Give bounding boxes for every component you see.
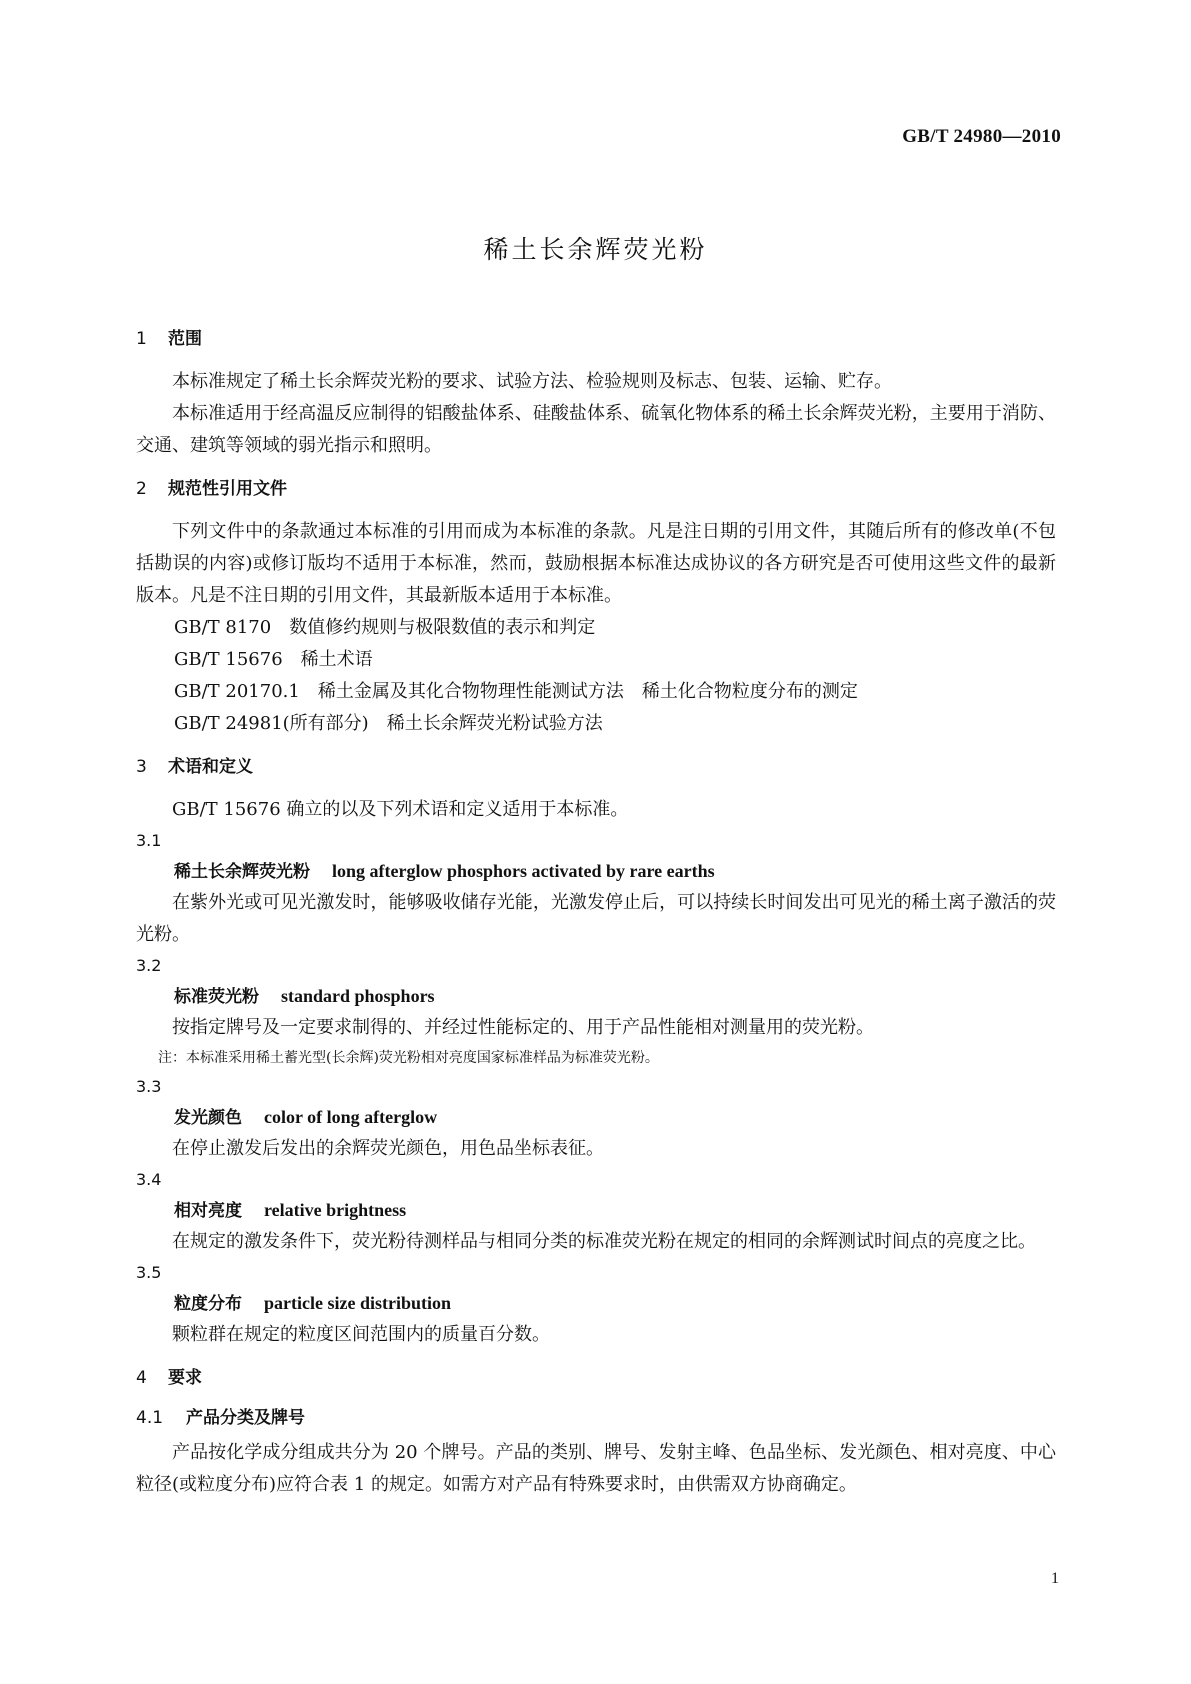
term-heading: [136, 856, 1056, 887]
standard-code: GB/T 24980—2010: [902, 126, 1061, 147]
reference-item: [136, 644, 1056, 676]
page-number: 1: [1051, 1570, 1059, 1587]
section-number: 3: [136, 757, 147, 777]
reference-title: 稀土术语: [300, 649, 373, 670]
section-number: 1: [136, 329, 147, 349]
term-definition: 按指定牌号及一定要求制得的、并经过性能标定的、用于产品性能相对测量用的荧光粉。: [172, 1017, 874, 1038]
reference-code: GB/T 24981(所有部分): [174, 713, 369, 734]
term-heading: [136, 1288, 1056, 1319]
term-zh: 发光颜色: [174, 1108, 242, 1128]
term-heading: [136, 1195, 1056, 1226]
section-4-heading: [136, 1365, 1056, 1391]
paragraph: 下列文件中的条款通过本标准的引用而成为本标准的条款。凡是注日期的引用文件，其随后所有的修改单(不包括勘误的内容)或修订版均不适用于本标准，然而，鼓励根据本标准达成协议的各方研究是否可使用这些文件的最新版本。凡是不注日期的引用文件，其最新版本适用于本标准。: [136, 521, 1056, 606]
reference-title: 数值修约规则与极限数值的表示和判定: [289, 617, 596, 638]
term-number: 3.2: [136, 956, 162, 975]
term-definition: 在停止激发后发出的余辉荧光颜色，用色品坐标表征。: [172, 1138, 604, 1159]
section-title: 术语和定义: [168, 757, 253, 777]
subsection-title: 产品分类及牌号: [186, 1408, 305, 1428]
term-en: particle size distribution: [264, 1293, 451, 1313]
subsection-4-1-heading: [136, 1405, 1056, 1431]
section-number: 2: [136, 479, 147, 499]
reference-item: [136, 612, 1056, 644]
term-heading: [136, 981, 1056, 1012]
document-title: 稀土长余辉荧光粉: [483, 235, 708, 264]
reference-title: 稀土长余辉荧光粉试验方法: [386, 713, 603, 734]
term-en: standard phosphors: [281, 986, 435, 1006]
term-zh: 粒度分布: [174, 1294, 242, 1314]
term-definition: 在紫外光或可见光激发时，能够吸收储存光能，光激发停止后，可以持续长时间发出可见光的稀土离子激活的荧光粉。: [136, 892, 1056, 945]
reference-item: [136, 676, 1056, 708]
reference-code: GB/T 8170: [174, 617, 272, 638]
term-en: long afterglow phosphors activated by rare earths: [332, 861, 715, 881]
term-zh: 相对亮度: [174, 1201, 242, 1221]
reference-title: 稀土金属及其化合物物理性能测试方法 稀土化合物粒度分布的测定: [317, 681, 858, 702]
term-zh: 稀土长余辉荧光粉: [174, 862, 310, 882]
section-title: 范围: [168, 329, 202, 349]
term-number: 3.1: [136, 831, 162, 850]
term-note: 注：本标准采用稀土蓄光型(长余辉)荧光粉相对亮度国家标准样品为标准荧光粉。: [158, 1050, 659, 1066]
section-title: 规范性引用文件: [168, 479, 287, 499]
term-number: 3.3: [136, 1077, 162, 1096]
paragraph: 产品按化学成分组成共分为 20 个牌号。产品的类别、牌号、发射主峰、色品坐标、发光颜色、相对亮度、中心粒径(或粒度分布)应符合表 1 的规定。如需方对产品有特殊要求时，由供需双方协商确定。: [136, 1442, 1056, 1495]
subsection-number: 4.1: [136, 1408, 164, 1428]
reference-item: [136, 708, 1056, 740]
term-zh: 标准荧光粉: [174, 987, 259, 1007]
section-2-heading: [136, 476, 1056, 502]
document-body: [136, 326, 1056, 1501]
section-number: 4: [136, 1368, 147, 1388]
reference-code: GB/T 20170.1: [174, 681, 300, 702]
term-number: 3.5: [136, 1263, 162, 1282]
reference-code: GB/T 15676: [174, 649, 283, 670]
term-definition: 在规定的激发条件下，荧光粉待测样品与相同分类的标准荧光粉在规定的相同的余辉测试时间点的亮度之比。: [172, 1231, 1036, 1252]
section-1-heading: [136, 326, 1056, 352]
term-en: relative brightness: [264, 1200, 407, 1220]
section-3-heading: [136, 754, 1056, 780]
term-en: color of long afterglow: [264, 1107, 438, 1127]
term-heading: [136, 1102, 1056, 1133]
paragraph: 本标准规定了稀土长余辉荧光粉的要求、试验方法、检验规则及标志、包装、运输、贮存。: [172, 371, 892, 392]
term-number: 3.4: [136, 1170, 162, 1189]
paragraph: GB/T 15676 确立的以及下列术语和定义适用于本标准。: [172, 799, 629, 820]
term-definition: 颗粒群在规定的粒度区间范围内的质量百分数。: [172, 1324, 550, 1345]
paragraph: 本标准适用于经高温反应制得的铝酸盐体系、硅酸盐体系、硫氧化物体系的稀土长余辉荧光粉，主要用于消防、交通、建筑等领域的弱光指示和照明。: [136, 403, 1056, 456]
section-title: 要求: [168, 1368, 202, 1388]
